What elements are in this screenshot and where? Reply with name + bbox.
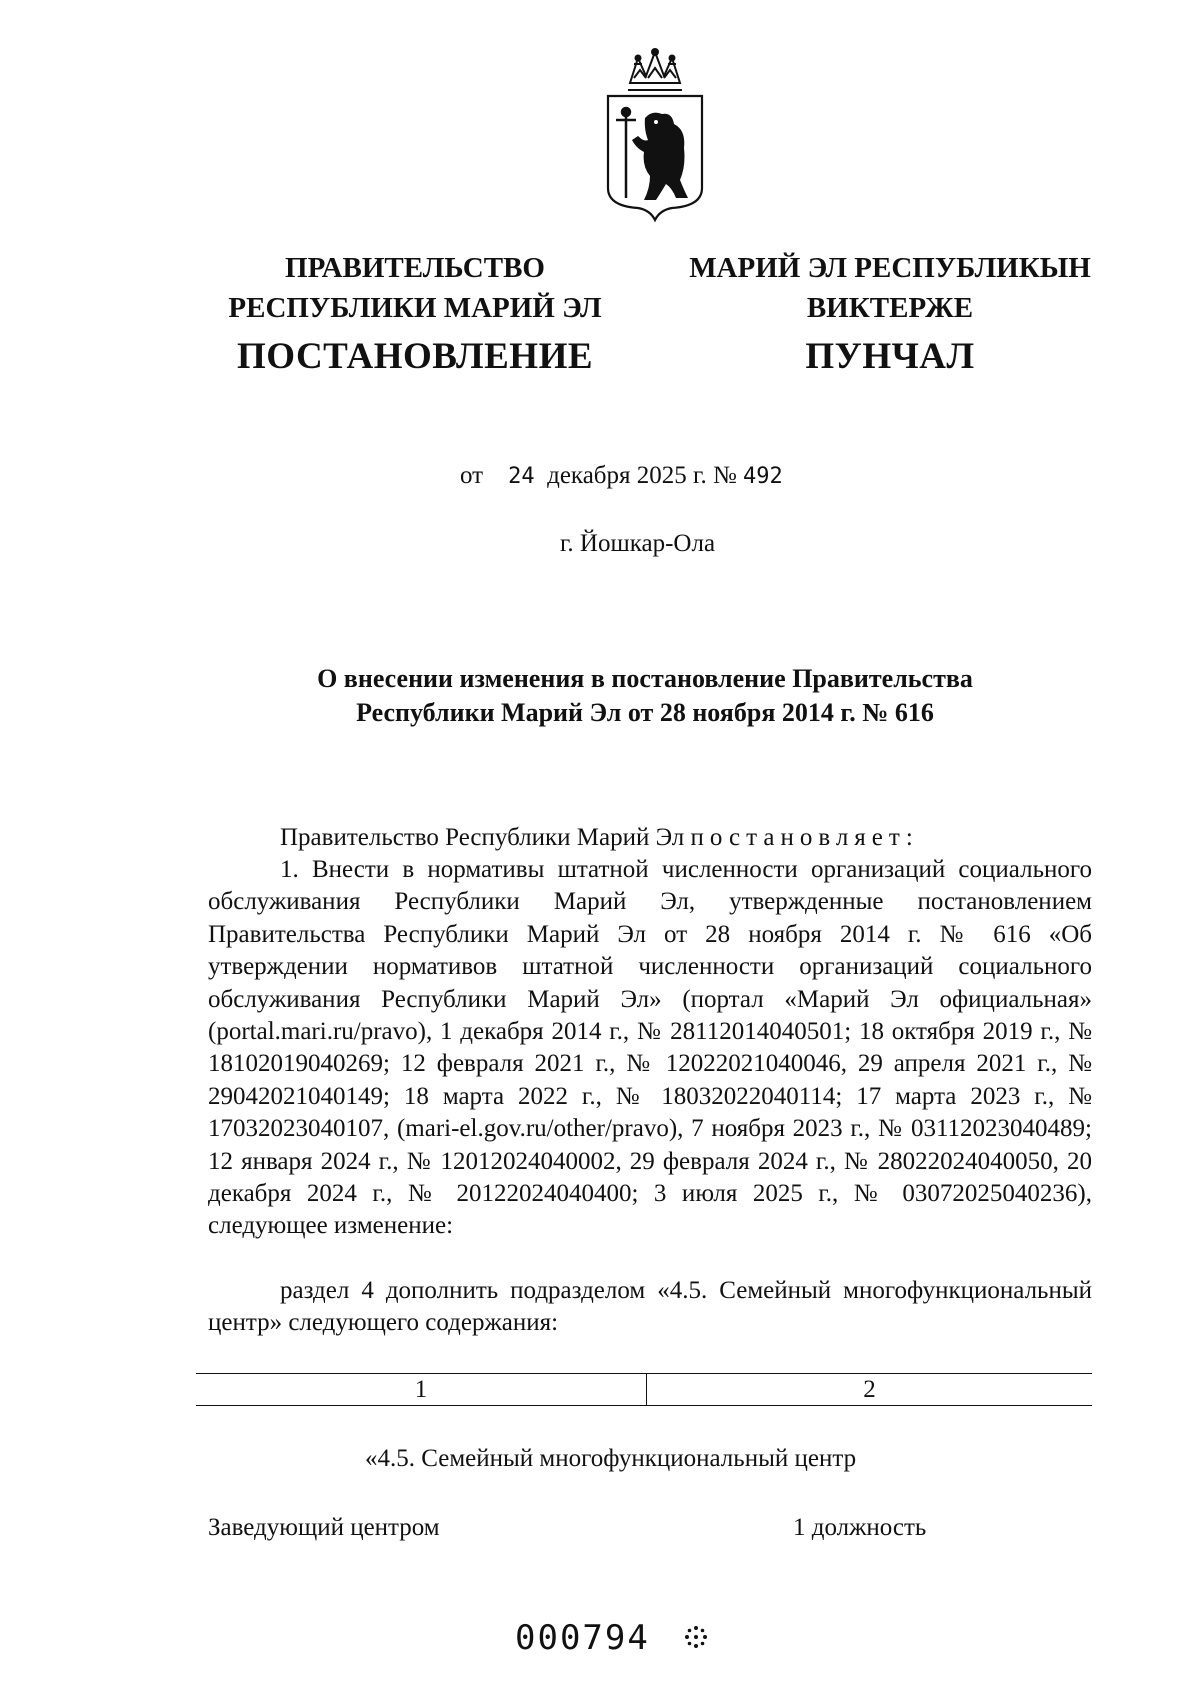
table-section-title: «4.5. Семейный многофункциональный центр [365, 1445, 857, 1472]
header-right-line1: МАРИЙ ЭЛ РЕСПУБЛИКЫН [689, 252, 1091, 284]
paragraph-2: раздел 4 дополнить подразделом «4.5. Семейный многофункциональный центр» следующего содержания: [208, 1277, 1092, 1337]
document-number: 492 [743, 464, 783, 489]
doc-type-left: ПОСТАНОВЛЕНИЕ [236, 336, 594, 377]
coat-of-arms-icon [600, 48, 710, 228]
header-left-line1: ПРАВИТЕЛЬСТВО [285, 252, 545, 284]
date-prefix: от [460, 462, 484, 489]
document-subject [210, 662, 1080, 730]
table-row-count: 1 должность [793, 1514, 927, 1541]
date-rest: декабря 2025 г. № [547, 462, 737, 489]
table-header [196, 1373, 1092, 1406]
paragraph-1: 1. Внести в нормативы штатной численности организаций социального обслуживания Республики Марий Эл, утвержденные постановлением Правительства Республики Марий Эл от 28 ноября 2014 г. № 616 «Об утверждении нормативов штатной численности организаций социального обслуживания Республики Марий Эл» (портал «Марий Эл официальная» (portal.mari.ru/pravo), 1 декабря 2014 г., № 28112014040501; 18 октября 2019 г., № 18102019040269; 12 февраля 2021 г., № 12022021040046, 29 апреля 2021 г., № 29042021040149; 18 марта 2022 г., № 18032022040114; 17 марта 2023 г., № 17032023040107, (mari-el.gov.ru/other/pravo), 7 ноября 2023 г., № 03112023040489; 12 января 2024 г., № 12012024040002, 29 февраля 2024 г., № 28022024040050, 20 декабря 2024 г., № 20122024040400; 3 июля 2025 г., № 03072025040236), следующее изменение: [208, 856, 1092, 1240]
preamble-verb: постановляет: [690, 824, 919, 851]
table-row-position: Заведующий центром [208, 1514, 440, 1541]
subject-line2: Республики Марий Эл от 28 ноября 2014 г. № 616 [356, 698, 934, 727]
header-right [665, 248, 1115, 328]
header-right-line2: ВИКТЕРЖЕ [806, 292, 974, 324]
table-col-2: 2 [863, 1376, 876, 1403]
table-col-1: 1 [196, 1374, 647, 1405]
header-left-line2: РЕСПУБЛИКИ МАРИЙ ЭЛ [228, 292, 602, 324]
doc-type-right: ПУНЧАЛ [805, 336, 975, 377]
serial-number: 000794 [515, 1618, 650, 1658]
city: г. Йошкар-Ола [560, 530, 716, 557]
preamble-text: Правительство Республики Марий Эл [280, 824, 685, 851]
registration-mark-icon [683, 1624, 709, 1650]
date-day: 24 [508, 464, 535, 489]
subject-line1: О внесении изменения в постановление Правительства [317, 664, 973, 693]
preamble [208, 822, 1092, 854]
header-left [205, 248, 625, 328]
document-date [460, 462, 783, 490]
